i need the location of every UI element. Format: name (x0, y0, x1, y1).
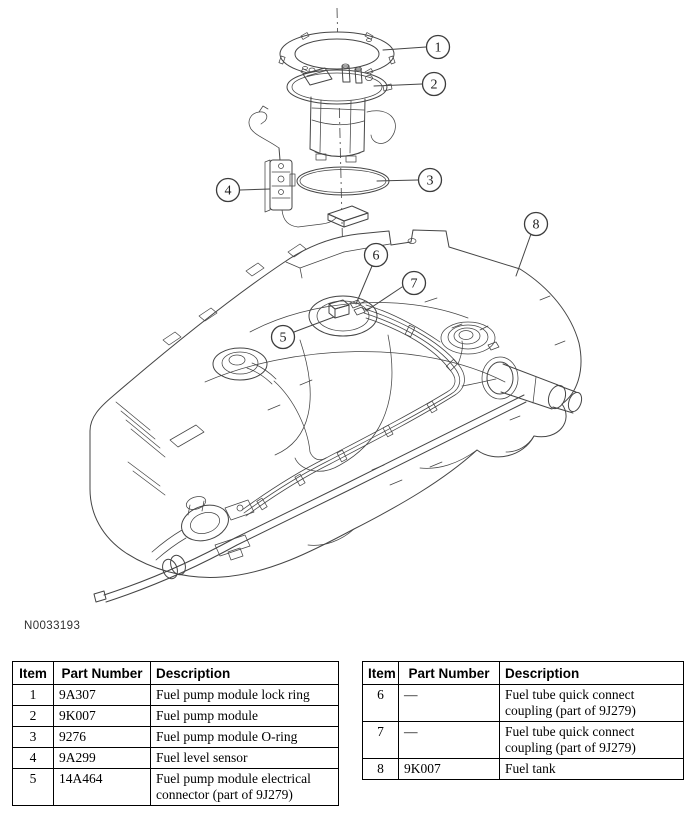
cell-description: Fuel tube quick connect coupling (part of 9J279) (500, 685, 684, 722)
fuel-tank-drawing (90, 230, 584, 577)
cell-part-number: 14A464 (54, 769, 151, 806)
table-row (13, 685, 339, 706)
cell-part-number: — (399, 685, 500, 722)
svg-text:7: 7 (410, 276, 418, 292)
cell-item: 5 (13, 769, 54, 806)
cell-part-number: 9A299 (54, 748, 151, 769)
svg-text:4: 4 (224, 183, 232, 199)
callout-3 (377, 169, 442, 192)
fuel-pump-electrical-connector (328, 206, 368, 227)
cell-item: 6 (363, 685, 399, 722)
svg-text:2: 2 (430, 77, 438, 93)
cell-item: 7 (363, 722, 399, 759)
svg-text:8: 8 (532, 217, 540, 233)
callout-8 (516, 213, 548, 277)
cell-description: Fuel pump module (151, 706, 339, 727)
table-row (13, 727, 339, 748)
table-row (13, 748, 339, 769)
header-description: Description (500, 662, 684, 685)
table-row (13, 769, 339, 806)
header-part-number: Part Number (54, 662, 151, 685)
fuel-pump-module-lock-ring (279, 32, 395, 76)
svg-text:3: 3 (426, 173, 434, 189)
cell-part-number: 9K007 (399, 759, 500, 780)
fuel-level-sensor (249, 106, 336, 227)
parts-table-right (362, 661, 684, 780)
cell-item: 4 (13, 748, 54, 769)
fuel-pump-module-o-ring (297, 167, 389, 195)
cell-item: 8 (363, 759, 399, 780)
cell-description: Fuel pump module lock ring (151, 685, 339, 706)
cell-part-number: 9K007 (54, 706, 151, 727)
header-description: Description (151, 662, 339, 685)
cell-description: Fuel pump module O-ring (151, 727, 339, 748)
table-row (363, 759, 684, 780)
table-row (363, 685, 684, 722)
header-item: Item (13, 662, 54, 685)
cell-item: 1 (13, 685, 54, 706)
cell-description: Fuel level sensor (151, 748, 339, 769)
svg-text:1: 1 (434, 40, 442, 56)
svg-text:6: 6 (372, 248, 380, 264)
cell-description: Fuel pump module electrical connector (part of 9J279) (151, 769, 339, 806)
cell-part-number: 9276 (54, 727, 151, 748)
parts-table-left (12, 661, 339, 806)
table-row (13, 706, 339, 727)
fuel-pump-module-part (287, 64, 395, 162)
header-item: Item (363, 662, 399, 685)
table-header-row (13, 662, 339, 685)
cell-description: Fuel tube quick connect coupling (part of 9J279) (500, 722, 684, 759)
cell-item: 3 (13, 727, 54, 748)
table-header-row (363, 662, 684, 685)
cell-part-number: 9A307 (54, 685, 151, 706)
cell-item: 2 (13, 706, 54, 727)
callout-4 (217, 179, 271, 202)
cell-description: Fuel tank (500, 759, 684, 780)
table-row (363, 722, 684, 759)
svg-text:5: 5 (279, 330, 287, 346)
figure-code-label: N0033193 (24, 620, 81, 632)
header-part-number: Part Number (399, 662, 500, 685)
cell-part-number: — (399, 722, 500, 759)
